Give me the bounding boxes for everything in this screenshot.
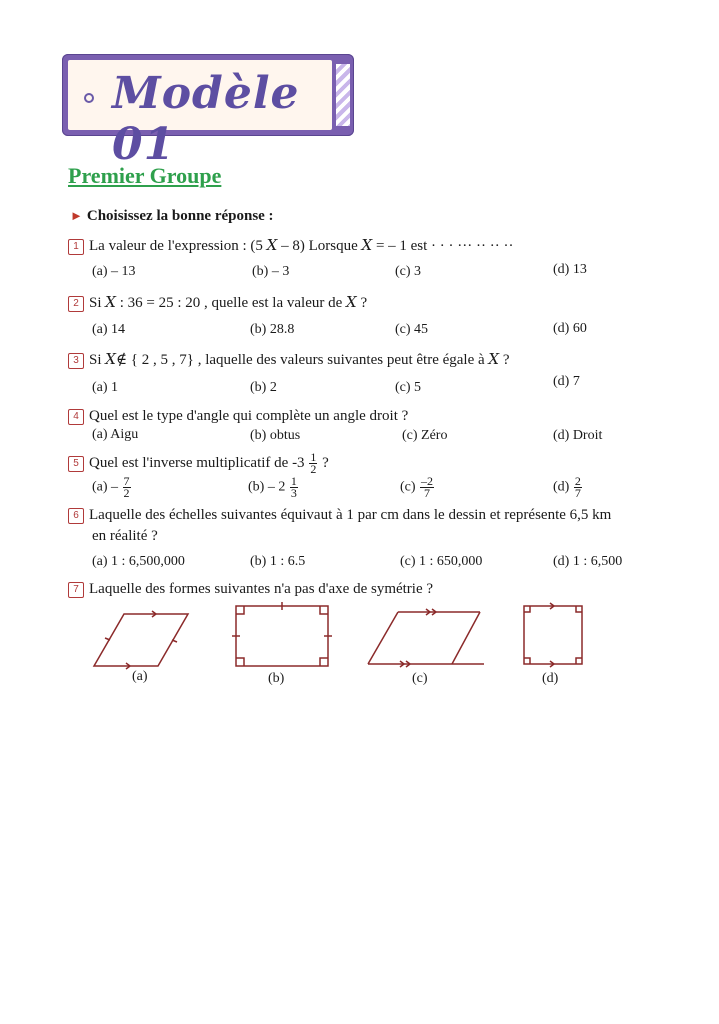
numerator: 1 <box>310 450 317 464</box>
question-6-line-2: en réalité ? <box>92 528 158 544</box>
question-7 <box>68 581 433 598</box>
denominator: 7 <box>424 486 431 500</box>
question-text: – 8) Lorsque <box>281 238 358 254</box>
question-number: 7 <box>68 582 84 598</box>
question-text: La valeur de l'expression : (5 <box>89 238 263 254</box>
option-prefix: (b) – 2 <box>248 479 286 495</box>
option-b[interactable]: (b) obtus <box>250 428 301 443</box>
instruction-text: Choisissez la bonne réponse : <box>86 208 274 224</box>
option-d[interactable]: (d) 7 <box>553 374 580 389</box>
variable: X <box>346 293 357 311</box>
question-6 <box>68 507 611 524</box>
option-c[interactable]: (c) 5 <box>395 380 422 395</box>
question-number: 1 <box>68 239 84 255</box>
option-a[interactable]: (a) 1 <box>92 380 119 395</box>
fraction <box>290 476 298 499</box>
numerator: 1 <box>290 474 297 488</box>
question-text: ∉ { 2 , 5 , 7} , laquelle des valeurs suivantes peut être égale à <box>115 352 485 368</box>
option-c[interactable]: (c) Zéro <box>402 428 448 443</box>
option-a[interactable] <box>92 476 132 499</box>
question-number: 4 <box>68 409 84 425</box>
question-1 <box>68 236 514 255</box>
question-number: 3 <box>68 353 84 369</box>
option-prefix: (c) <box>400 479 416 495</box>
option-d[interactable]: (d) 60 <box>553 321 587 336</box>
option-a[interactable]: (a) Aigu <box>92 427 139 442</box>
option-a[interactable]: (a) 14 <box>92 322 126 337</box>
option-b[interactable] <box>248 476 299 499</box>
instruction <box>70 208 274 225</box>
question-text: ? <box>360 295 368 311</box>
question-number: 2 <box>68 296 84 312</box>
banner-title: Modèle 01 <box>112 68 300 170</box>
question-text: Quel est l'inverse multiplicatif de -3 <box>89 454 305 471</box>
banner-tag <box>68 60 332 170</box>
question-text: ? <box>502 352 510 368</box>
variable: X <box>361 236 373 254</box>
title-banner <box>62 54 354 170</box>
option-d[interactable]: (d) 13 <box>553 262 587 277</box>
option-b[interactable]: (b) – 3 <box>252 264 290 279</box>
shape-label-b: (b) <box>268 671 285 686</box>
variable: X <box>266 236 278 254</box>
numerator: 7 <box>123 474 130 488</box>
option-a[interactable]: (a) 1 : 6,500,000 <box>92 554 185 569</box>
variable: X <box>105 350 116 368</box>
option-c[interactable]: (c) 3 <box>395 264 422 279</box>
fraction <box>123 476 131 499</box>
shapes-figure <box>80 598 500 674</box>
tag-hole-icon <box>84 93 94 103</box>
question-text: = – 1 est · · · ··· ·· ·· ·· <box>375 238 514 254</box>
numerator: 2 <box>574 474 581 488</box>
question-text: ? <box>322 454 329 471</box>
option-b[interactable]: (b) 28.8 <box>250 322 295 337</box>
option-c[interactable]: (c) 1 : 650,000 <box>400 554 483 569</box>
fraction <box>574 476 582 499</box>
variable: X <box>105 293 116 311</box>
option-c[interactable]: (c) 45 <box>395 322 429 337</box>
shape-d-square[interactable] <box>520 602 586 670</box>
question-text: Quel est le type d'angle qui complète un angle droit ? <box>89 408 409 424</box>
denominator: 2 <box>123 486 130 500</box>
option-prefix: (d) <box>553 479 570 495</box>
option-c[interactable] <box>400 476 435 499</box>
option-prefix: (a) – <box>92 479 119 495</box>
shape-a-rhombus[interactable] <box>94 611 188 669</box>
option-d[interactable] <box>553 476 583 499</box>
question-text: Si <box>89 352 102 368</box>
question-3 <box>68 350 510 369</box>
shape-b-rectangle[interactable] <box>232 602 332 666</box>
denominator: 2 <box>310 462 317 476</box>
denominator: 7 <box>574 486 581 500</box>
question-2 <box>68 293 367 312</box>
numerator: –2 <box>421 474 434 488</box>
fraction <box>309 452 317 475</box>
shape-label-d: (d) <box>542 671 559 686</box>
question-text: Laquelle des formes suivantes n'a pas d'axe de symétrie ? <box>89 581 434 597</box>
option-d[interactable]: (d) Droit <box>553 428 603 443</box>
option-a[interactable]: (a) – 13 <box>92 264 136 279</box>
question-text: Laquelle des échelles suivantes équivaut à 1 par cm dans le dessin et représente 6,5 km <box>89 507 612 523</box>
option-d[interactable]: (d) 1 : 6,500 <box>553 554 623 569</box>
stripes-decoration <box>336 64 350 126</box>
variable: X <box>488 350 500 368</box>
question-number: 6 <box>68 508 84 524</box>
denominator: 3 <box>290 486 297 500</box>
triangle-bullet-icon: ► <box>70 208 83 223</box>
section-title: Premier Groupe <box>68 163 222 188</box>
question-text: : 36 = 25 : 20 , quelle est la valeur de <box>119 295 343 311</box>
question-text: Si <box>89 295 102 311</box>
option-b[interactable]: (b) 2 <box>250 380 277 395</box>
question-number: 5 <box>68 456 84 472</box>
question-5 <box>68 452 329 475</box>
shape-label-c: (c) <box>412 671 428 686</box>
fraction <box>420 476 434 499</box>
shape-c-parallelogram[interactable] <box>368 609 484 667</box>
option-b[interactable]: (b) 1 : 6.5 <box>250 554 306 569</box>
question-4 <box>68 408 408 425</box>
shape-label-a: (a) <box>132 669 148 684</box>
